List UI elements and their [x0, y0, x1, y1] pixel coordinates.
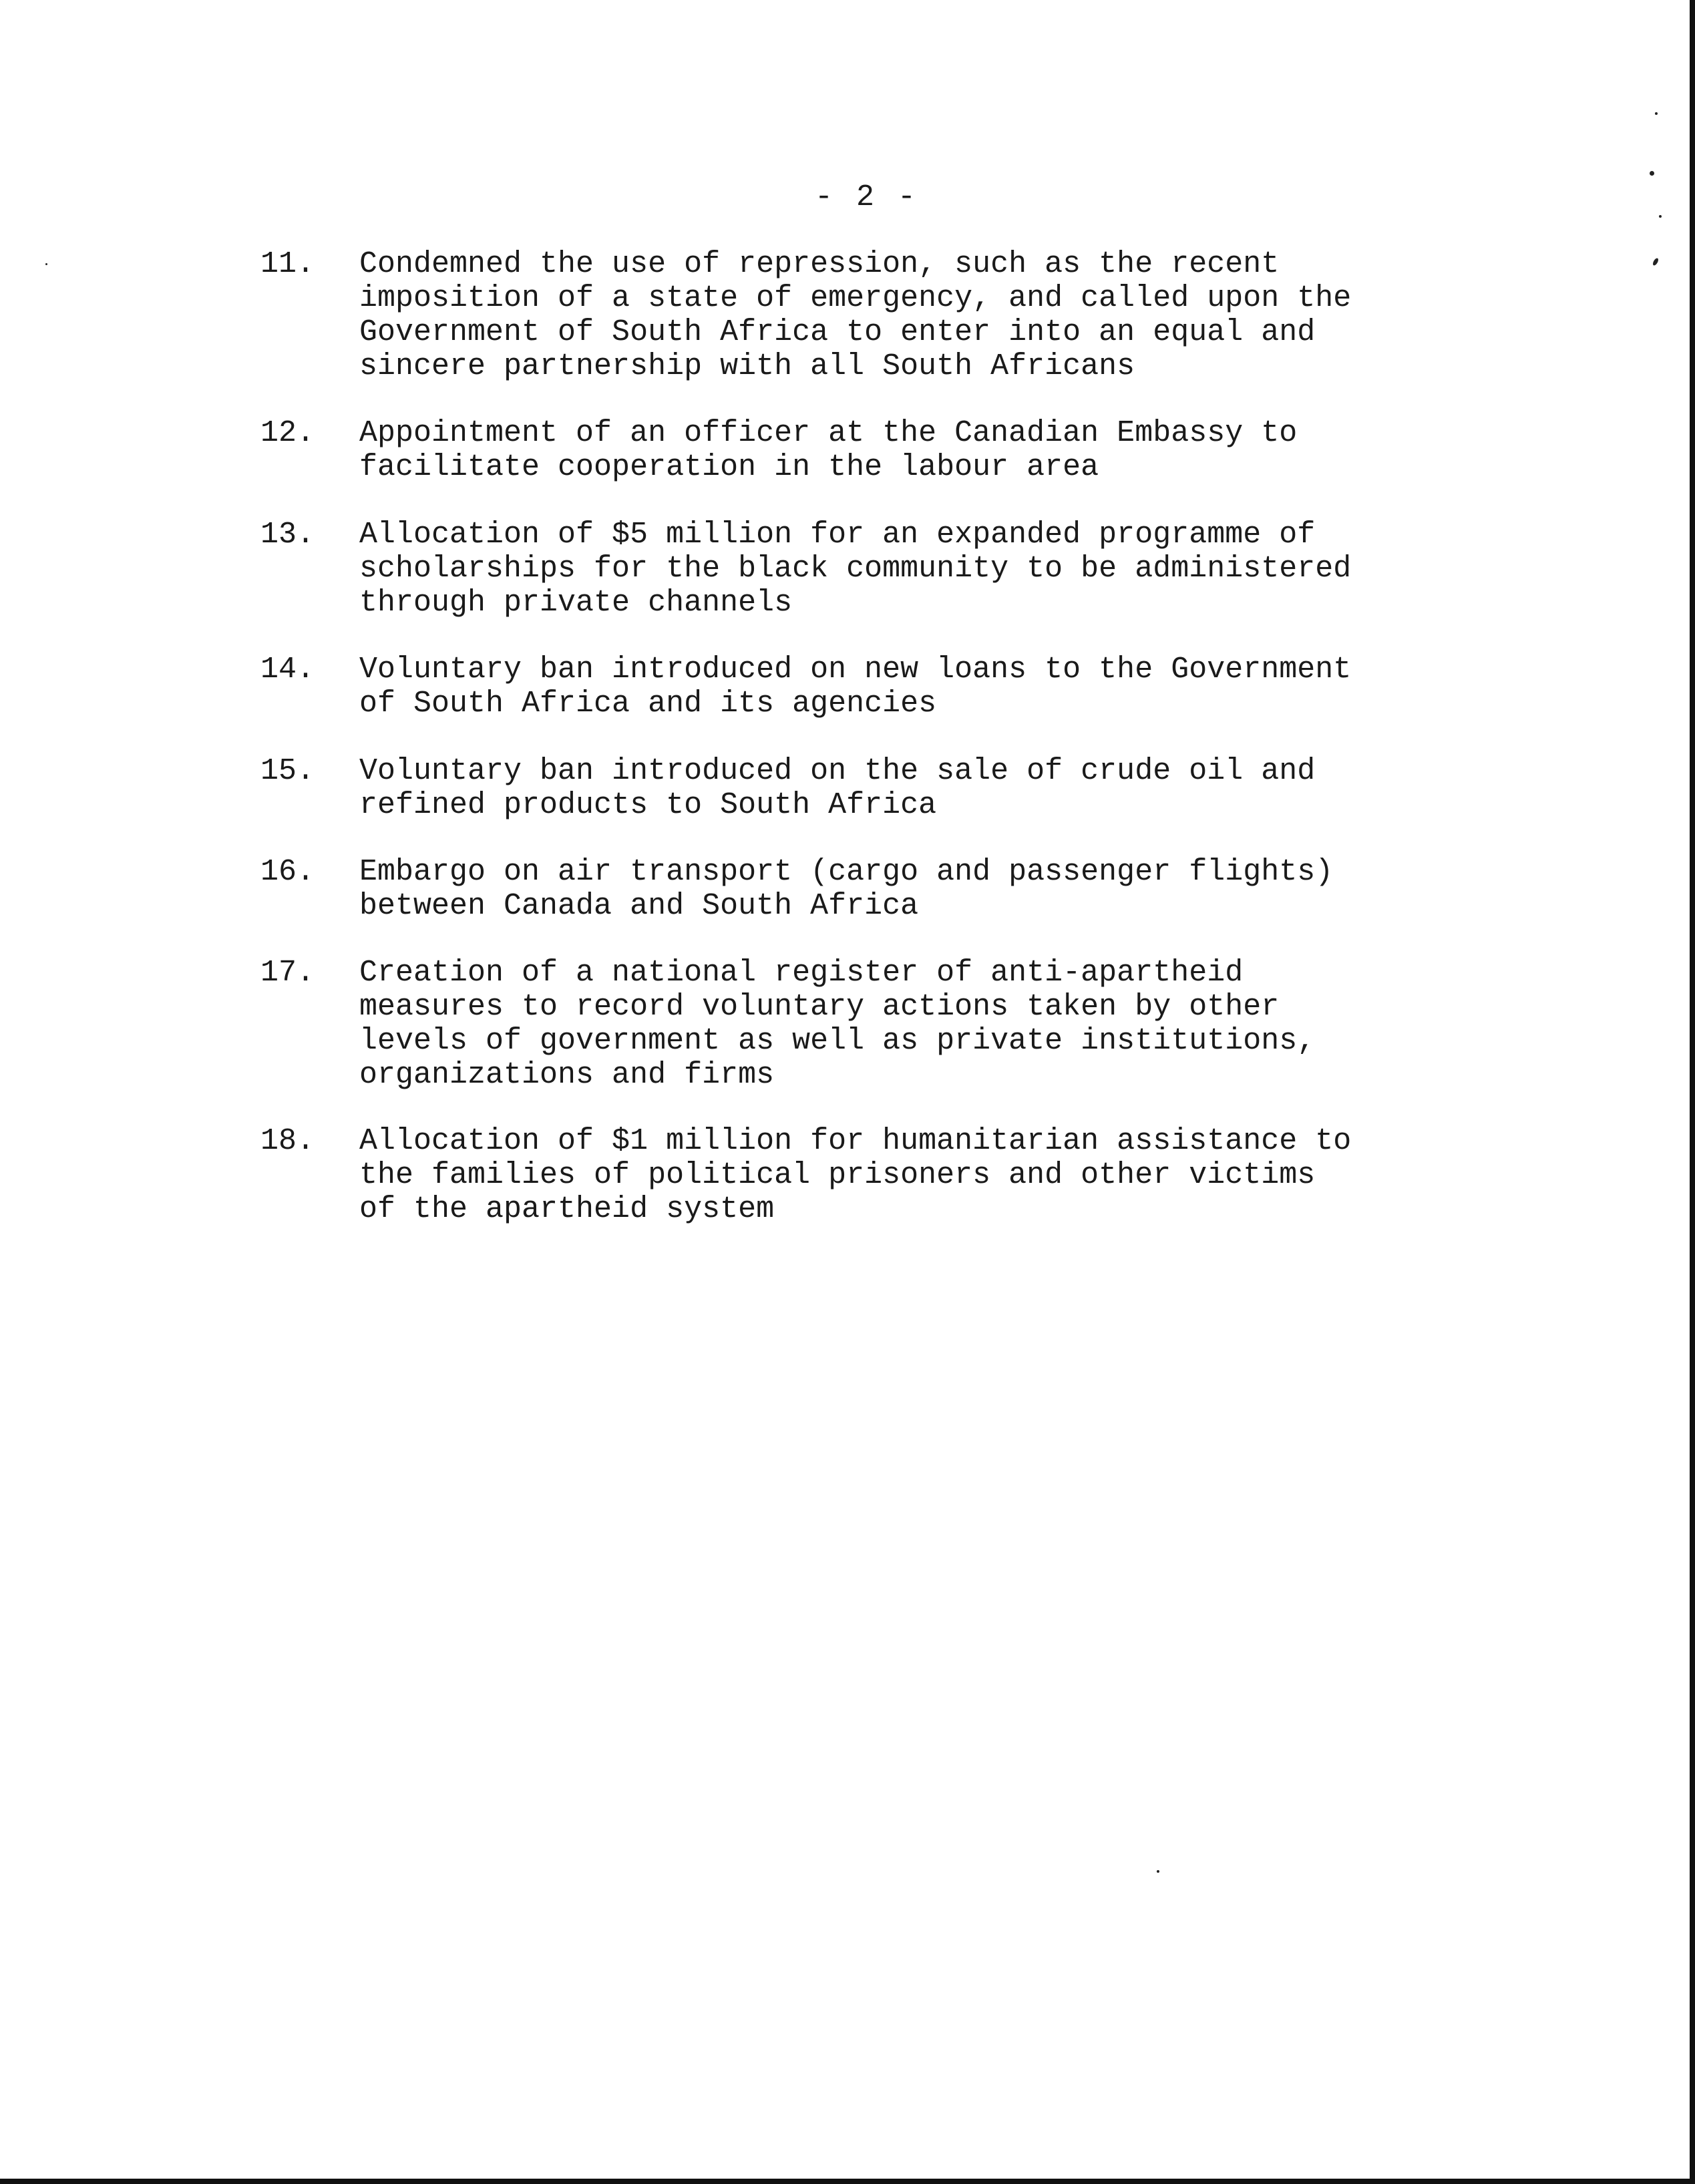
- item-text: [359, 247, 1481, 383]
- item-line: levels of government as well as private institutions,: [359, 1024, 1316, 1058]
- item-line: measures to record voluntary actions taken by other: [359, 990, 1280, 1024]
- item-number: 11.: [260, 247, 315, 281]
- item-text: [359, 653, 1481, 721]
- item-line: through private channels: [359, 586, 793, 620]
- item-line: Allocation of $5 million for an expanded programme of: [359, 518, 1316, 552]
- item-line: Condemned the use of repression, such as the recent: [359, 247, 1280, 281]
- item-number: 18.: [260, 1124, 315, 1158]
- item-line: imposition of a state of emergency, and called upon the: [359, 281, 1352, 315]
- item-line: of South Africa and its agencies: [359, 687, 937, 721]
- item-number: 17.: [260, 956, 315, 990]
- item-line: facilitate cooperation in the labour area: [359, 450, 1099, 484]
- item-number: 12.: [260, 416, 315, 450]
- item-number: 16.: [260, 855, 315, 889]
- item-line: Voluntary ban introduced on new loans to the Government: [359, 653, 1352, 687]
- scan-edge-bottom: [0, 2179, 1695, 2184]
- scan-speck: [1655, 112, 1658, 115]
- scan-speck: [45, 263, 47, 265]
- item-line: Appointment of an officer at the Canadian Embassy to: [359, 416, 1298, 450]
- item-line: the families of political prisoners and other victims: [359, 1158, 1316, 1192]
- item-number: 15.: [260, 754, 315, 788]
- scan-speck: [1652, 257, 1659, 266]
- item-line: Voluntary ban introduced on the sale of crude oil and: [359, 754, 1316, 788]
- item-text: [359, 956, 1481, 1092]
- scan-edge-right: [1690, 0, 1695, 2184]
- scan-speck: [1157, 1870, 1159, 1873]
- scan-speck: [1659, 215, 1662, 218]
- item-text: [359, 1124, 1481, 1226]
- item-text: [359, 518, 1481, 620]
- item-line: between Canada and South Africa: [359, 889, 919, 923]
- item-text: [359, 855, 1481, 923]
- item-line: sincere partnership with all South Africans: [359, 349, 1135, 383]
- item-line: Embargo on air transport (cargo and passenger flights): [359, 855, 1334, 889]
- scan-speck: [1650, 171, 1654, 176]
- page-number: - 2 -: [815, 180, 919, 214]
- item-line: organizations and firms: [359, 1058, 775, 1092]
- item-line: refined products to South Africa: [359, 788, 937, 822]
- item-number: 14.: [260, 653, 315, 687]
- item-number: 13.: [260, 518, 315, 552]
- item-line: Allocation of $1 million for humanitarian assistance to: [359, 1124, 1352, 1158]
- item-line: scholarships for the black community to be administered: [359, 552, 1352, 586]
- item-text: [359, 754, 1481, 822]
- item-line: Creation of a national register of anti-apartheid: [359, 956, 1244, 990]
- item-line: Government of South Africa to enter into an equal and: [359, 315, 1316, 349]
- item-line: of the apartheid system: [359, 1192, 775, 1226]
- item-text: [359, 416, 1481, 484]
